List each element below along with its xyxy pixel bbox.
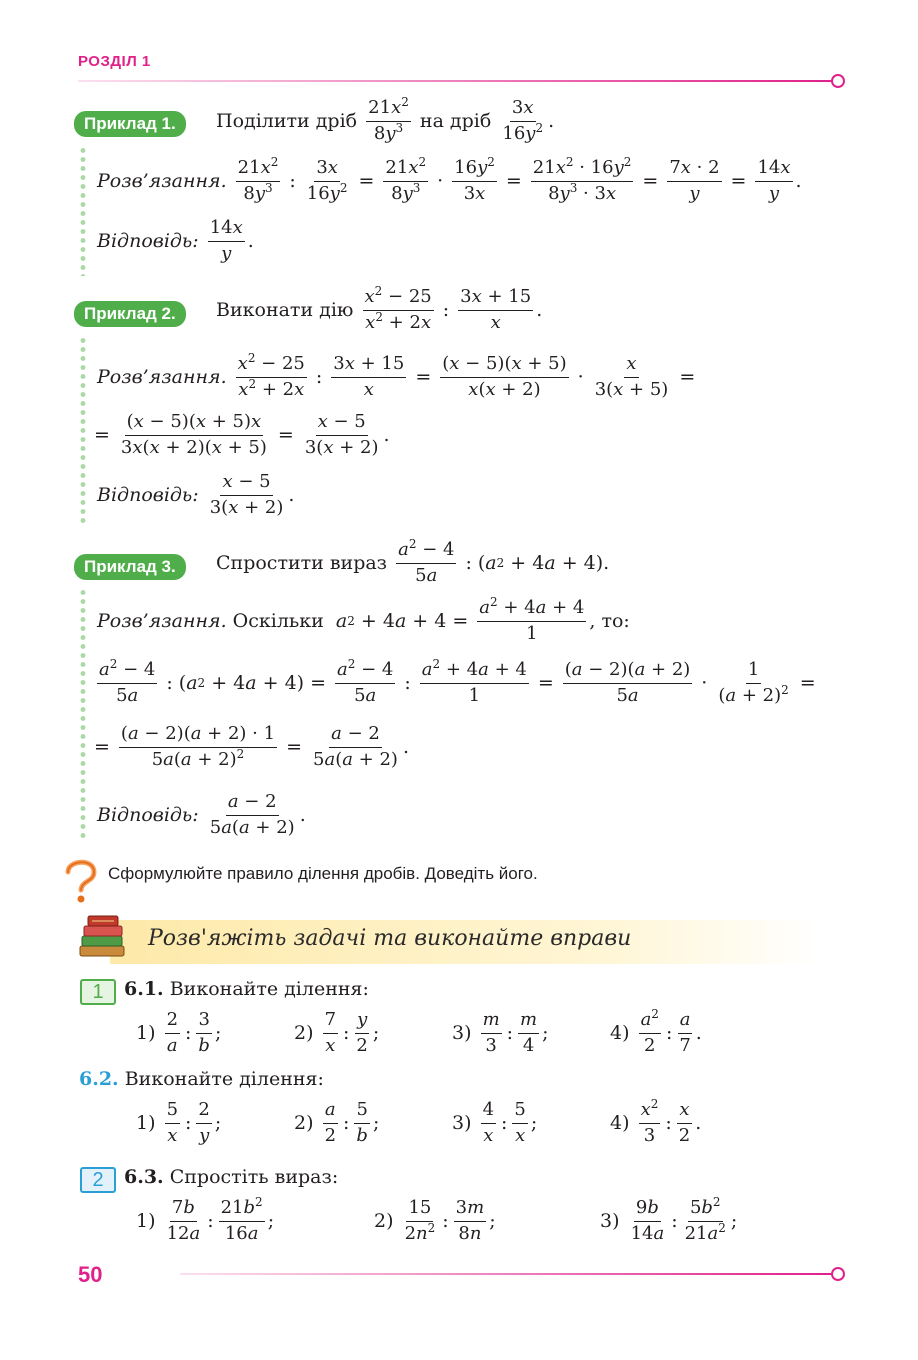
fraction: $\frac{a^2 + 4a + 4}{1}$ <box>421 657 527 706</box>
solution-label: Розв’язання. <box>97 610 227 633</box>
item-label: 4) <box>610 1022 630 1045</box>
item-label: 3) <box>452 1022 472 1045</box>
books-icon <box>76 912 128 964</box>
item: 1) $\frac{7b}{12a}$ : $\frac{21b^2}{16a}$ ; <box>136 1195 275 1244</box>
fraction: $\frac{x^2 - 25}{x^2 + 2x}$ <box>364 284 432 333</box>
fraction: $\frac{3}{b}$ <box>198 1009 210 1056</box>
fraction: $\frac{x^2}{3}$ <box>640 1097 659 1146</box>
item: 4) $\frac{a^2}{2}$ : $\frac{a}{7}$ . <box>610 1007 702 1056</box>
example-2-solution-cont: = $\frac{(x - 5)(x + 5)x}{3x(x + 2)(x + 5)}$ = $\frac{x - 5}{3(x + 2)}$ . <box>94 411 390 458</box>
footer-rule <box>180 1273 832 1275</box>
item: 2) $\frac{7}{x}$ : $\frac{y}{2}$ ; <box>294 1009 380 1056</box>
example-2-solution: Розв’язання. $\frac{x^2 - 25}{x^2 + 2x}$ : $\frac{3x + 15}{x}$ = $\frac{(x - 5)(x + 5)}{x(x + 2)}$ · $\frac{x}{3(x + 5)}$ = <box>97 351 696 400</box>
task-text: Виконати дію <box>216 299 354 322</box>
exercise-title: Спростіть вираз: <box>169 1166 339 1188</box>
fraction: $\frac{3m}{8n}$ <box>455 1197 485 1244</box>
fraction: $\frac{a^2}{2}$ <box>640 1007 659 1056</box>
fraction: $\frac{a - 2}{5a(a + 2)}$ <box>313 723 398 770</box>
fraction: $\frac{(x - 5)(x + 5)}{x(x + 2)}$ <box>442 353 567 400</box>
exercise-number: 6.1. <box>124 978 164 1000</box>
exercise-6-3-items <box>136 1195 738 1244</box>
fraction: $\frac{21b^2}{16a}$ <box>220 1195 263 1244</box>
example-1-task: Поділити дріб $\frac{21x^2}{8y^3}$ на дріб $\frac{3x}{16y^2}$ . <box>216 95 555 144</box>
fraction: $\frac{9b}{14a}$ <box>630 1197 665 1244</box>
item-label: 1) <box>136 1022 156 1045</box>
fraction: $\frac{x}{3(x + 5)}$ <box>594 353 669 400</box>
exercise-number: 6.2. <box>79 1068 119 1090</box>
item-label: 1) <box>136 1210 156 1233</box>
fraction: $\frac{a - 2}{5a(a + 2)}$ <box>209 791 295 838</box>
fraction: $\frac{x^2 - 25}{x^2 + 2x}$ <box>237 351 305 400</box>
header-rule <box>78 80 832 82</box>
task-text: на дріб <box>419 110 492 133</box>
exercise-6-2-items <box>136 1097 702 1146</box>
banner-title: Розв'яжіть задачі та виконайте вправи <box>148 926 632 951</box>
level-2-marker: 2 <box>80 1167 116 1193</box>
fraction: $\frac{16y^2}{3x}$ <box>454 155 495 204</box>
exercise-title: Виконайте ділення: <box>124 1068 324 1090</box>
example-3-badge: Приклад 3. <box>74 554 186 580</box>
item-label: 3) <box>452 1112 472 1135</box>
section-title: РОЗДІЛ 1 <box>78 53 151 70</box>
fraction: $\frac{a^2 - 4}{5a}$ <box>398 537 455 586</box>
fraction: $\frac{3x}{16y^2}$ <box>502 97 544 144</box>
fraction: $\frac{21x^2}{8y^3}$ <box>385 155 427 204</box>
exercise-title: Виконайте ділення: <box>169 978 369 1000</box>
fraction: $\frac{(a - 2)(a + 2) \cdot 1}{5a(a + 2)^2}$ <box>120 723 276 770</box>
answer-label: Відповідь: <box>97 230 199 253</box>
fraction: $\frac{5}{x}$ <box>514 1099 526 1146</box>
item: 1) $\frac{2}{a}$ : $\frac{3}{b}$ ; <box>136 1009 222 1056</box>
fraction: $\frac{1}{(a + 2)^2}$ <box>718 659 789 706</box>
fraction: $\frac{a^2 - 4}{5a}$ <box>99 657 156 706</box>
question-icon <box>60 856 100 904</box>
item: 3) $\frac{m}{3}$ : $\frac{m}{4}$ ; <box>452 1009 549 1056</box>
exercise-6-3-title <box>124 1166 338 1188</box>
task-text: Поділити дріб <box>216 110 358 133</box>
example-3-answer: Відповідь: $\frac{a - 2}{5a(a + 2)}$ . <box>97 791 306 838</box>
fraction: $\frac{(x - 5)(x + 5)x}{3x(x + 2)(x + 5)}$ <box>120 411 267 458</box>
footer-rule-end <box>831 1267 845 1281</box>
example-1-dots <box>80 146 86 276</box>
fraction: $\frac{3x}{16y^2}$ <box>306 157 348 204</box>
item: 2) $\frac{15}{2n^2}$ : $\frac{3m}{8n}$ ; <box>374 1197 496 1244</box>
item-label: 1) <box>136 1112 156 1135</box>
fraction: $\frac{y}{2}$ <box>356 1009 368 1056</box>
answer-label: Відповідь: <box>97 804 199 827</box>
page-number: 50 <box>78 1262 103 1287</box>
level-1-marker: 1 <box>80 979 116 1005</box>
item: 2) $\frac{a}{2}$ : $\frac{5}{b}$ ; <box>294 1099 380 1146</box>
item: 4) $\frac{x^2}{3}$ : $\frac{x}{2}$ . <box>610 1097 702 1146</box>
fraction: $\frac{m}{4}$ <box>520 1009 538 1056</box>
fraction: $\frac{3x + 15}{x}$ <box>333 353 405 400</box>
item: 3) $\frac{9b}{14a}$ : $\frac{5b^2}{21a^2}$ ; <box>600 1195 738 1244</box>
example-2-task: Виконати дію $\frac{x^2 - 25}{x^2 + 2x}$ : $\frac{3x + 15}{x}$ . <box>216 284 543 333</box>
exercise-number: 6.3. <box>124 1166 164 1188</box>
item-label: 3) <box>600 1210 620 1233</box>
fraction: $\frac{15}{2n^2}$ <box>404 1197 436 1244</box>
example-2-answer: Відповідь: $\frac{x - 5}{3(x + 2)}$ . <box>97 471 295 518</box>
question-text: Сформулюйте правило ділення дробів. Доведіть його. <box>108 864 538 883</box>
example-2-dots <box>80 336 86 526</box>
fraction: $\frac{5}{b}$ <box>356 1099 368 1146</box>
example-1-badge: Приклад 1. <box>74 111 186 137</box>
solution-text: Оскільки <box>232 610 324 633</box>
item: 1) $\frac{5}{x}$ : $\frac{2}{y}$ ; <box>136 1099 222 1146</box>
fraction: $\frac{3x + 15}{x}$ <box>460 286 532 333</box>
fraction: $\frac{7x \cdot 2}{y}$ <box>669 157 720 204</box>
solution-tail: , то: <box>589 610 630 633</box>
fraction: $\frac{a}{2}$ <box>324 1099 337 1146</box>
fraction: $\frac{a}{7}$ <box>679 1009 691 1056</box>
item-label: 2) <box>294 1022 314 1045</box>
item-label: 2) <box>374 1210 394 1233</box>
fraction: $\frac{m}{3}$ <box>482 1009 500 1056</box>
fraction: $\frac{5}{x}$ <box>166 1099 179 1146</box>
fraction: $\frac{x}{2}$ <box>678 1099 691 1146</box>
example-3-dots <box>80 588 86 838</box>
answer-label: Відповідь: <box>97 484 199 507</box>
fraction: $\frac{a^2 + 4a + 4}{1}$ <box>479 595 585 644</box>
exercise-6-1-items <box>136 1007 702 1056</box>
item: 3) $\frac{4}{x}$ : $\frac{5}{x}$ ; <box>452 1099 538 1146</box>
fraction: $\frac{2}{a}$ <box>166 1009 179 1056</box>
fraction: $\frac{(a - 2)(a + 2)}{5a}$ <box>564 659 691 706</box>
example-3-task: Спростити вираз $\frac{a^2 - 4}{5a}$ : ( a 2 + 4 a + 4). <box>216 537 610 586</box>
example-3-step-cont: = $\frac{(a - 2)(a + 2) \cdot 1}{5a(a + 2)^2}$ = $\frac{a - 2}{5a(a + 2)}$ . <box>94 723 409 770</box>
solution-label: Розв’язання. <box>97 366 227 389</box>
fraction: $\frac{7}{x}$ <box>324 1009 337 1056</box>
fraction: $\frac{x - 5}{3(x + 2)}$ <box>209 471 284 518</box>
fraction: $\frac{x - 5}{3(x + 2)}$ <box>304 411 379 458</box>
fraction: $\frac{14x}{y}$ <box>209 217 243 264</box>
fraction: $\frac{21x^2 \cdot 16y^2}{8y^3 \cdot 3x}$ <box>532 155 632 204</box>
item-label: 4) <box>610 1112 630 1135</box>
example-1-solution: Розв’язання. $\frac{21x^2}{8y^3}$ : $\frac{3x}{16y^2}$ = $\frac{21x^2}{8y^3}$ · $\frac{16y^2}{3x}$ = $\frac{21x^2 \cdot 16y^2}{8y^3 \cdot 3x}$ = $\frac{7x \cdot 2}{y}$ = $\frac{14x}{y}$ . <box>97 155 802 204</box>
fraction: $\frac{21x^2}{8y^3}$ <box>368 95 409 144</box>
example-1-answer: Відповідь: $\frac{14x}{y}$ . <box>97 217 254 264</box>
fraction: $\frac{5b^2}{21a^2}$ <box>684 1195 726 1244</box>
fraction: $\frac{2}{y}$ <box>198 1099 210 1146</box>
exercise-6-2-title <box>79 1068 324 1090</box>
fraction: $\frac{21x^2}{8y^3}$ <box>237 155 279 204</box>
task-text: Спростити вираз <box>216 552 388 575</box>
example-3-solution: Розв’язання. Оскільки a 2 + 4 a + 4 = $\frac{a^2 + 4a + 4}{1}$ , то: <box>97 595 630 644</box>
item-label: 2) <box>294 1112 314 1135</box>
fraction: $\frac{14x}{y}$ <box>757 157 791 204</box>
solution-label: Розв’язання. <box>97 170 227 193</box>
fraction: $\frac{4}{x}$ <box>482 1099 495 1146</box>
example-3-step: $\frac{a^2 - 4}{5a}$ : ( a 2 + 4 a + 4) = $\frac{a^2 - 4}{5a}$ : $\frac{a^2 + 4a + 4}{1}$ = $\frac{(a - 2)(a + 2)}{5a}$ · $\frac{1}{(a + 2)^2}$ = <box>99 657 816 706</box>
fraction: $\frac{a^2 - 4}{5a}$ <box>337 657 394 706</box>
header-rule-end <box>831 74 845 88</box>
example-2-badge: Приклад 2. <box>74 301 186 327</box>
fraction: $\frac{7b}{12a}$ <box>166 1197 201 1244</box>
exercise-6-1-title <box>124 978 369 1000</box>
